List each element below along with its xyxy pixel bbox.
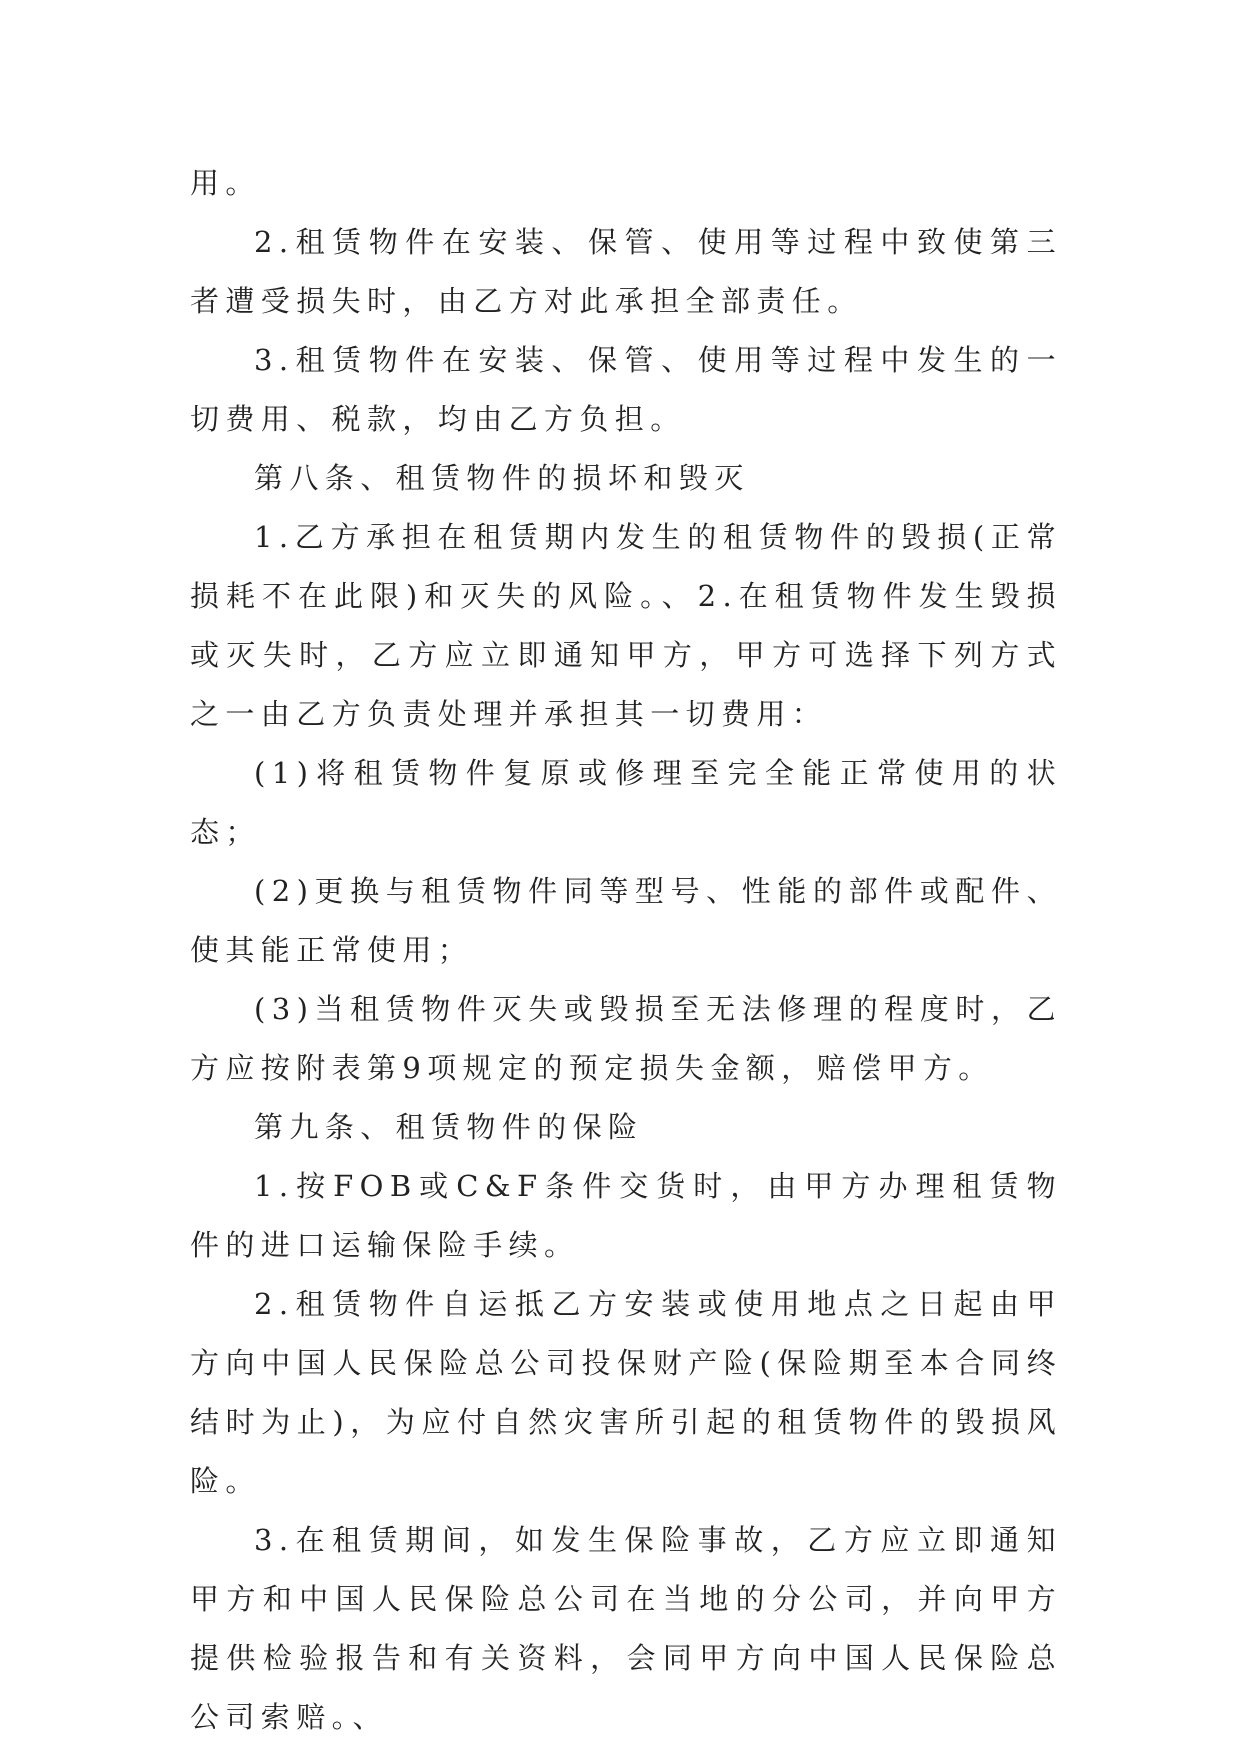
document-body bbox=[190, 154, 1062, 1747]
paragraph: 3.租赁物件在安装、保管、使用等过程中发生的一切费用、税款，均由乙方负担。 bbox=[190, 343, 1062, 436]
list-item: (2)更换与租赁物件同等型号、性能的部件或配件、使其能正常使用； bbox=[190, 874, 1062, 967]
paragraph: 2.租赁物件自运抵乙方安装或使用地点之日起由甲方向中国人民保险总公司投保财产险(保险期至本合同终结时为止)，为应付自然灾害所引起的租赁物件的毁损风险。 bbox=[190, 1287, 1062, 1498]
section-heading: 第八条、租赁物件的损坏和毁灭 bbox=[254, 461, 750, 495]
paragraph: 1.按FOB或C&F条件交货时，由甲方办理租赁物件的进口运输保险手续。 bbox=[190, 1169, 1062, 1262]
list-item: (3)当租赁物件灭失或毁损至无法修理的程度时，乙方应按附表第9项规定的预定损失金额，赔偿甲方。 bbox=[190, 992, 1062, 1085]
paragraph: 2.租赁物件在安装、保管、使用等过程中致使第三者遭受损失时，由乙方对此承担全部责任。 bbox=[190, 225, 1062, 318]
section-heading: 第九条、租赁物件的保险 bbox=[254, 1110, 644, 1144]
paragraph: 1.乙方承担在租赁期内发生的租赁物件的毁损(正常损耗不在此限)和灭失的风险。、2.在租赁物件发生毁损或灭失时，乙方应立即通知甲方，甲方可选择下列方式之一由乙方负责处理并承担其一切费用： bbox=[190, 520, 1062, 731]
list-item: (1)将租赁物件复原或修理至完全能正常使用的状态； bbox=[190, 756, 1062, 849]
paragraph: 用。 bbox=[190, 166, 261, 200]
paragraph: 3.在租赁期间，如发生保险事故，乙方应立即通知甲方和中国人民保险总公司在当地的分公司，并向甲方提供检验报告和有关资料，会同甲方向中国人民保险总公司索赔。、 bbox=[190, 1523, 1062, 1734]
